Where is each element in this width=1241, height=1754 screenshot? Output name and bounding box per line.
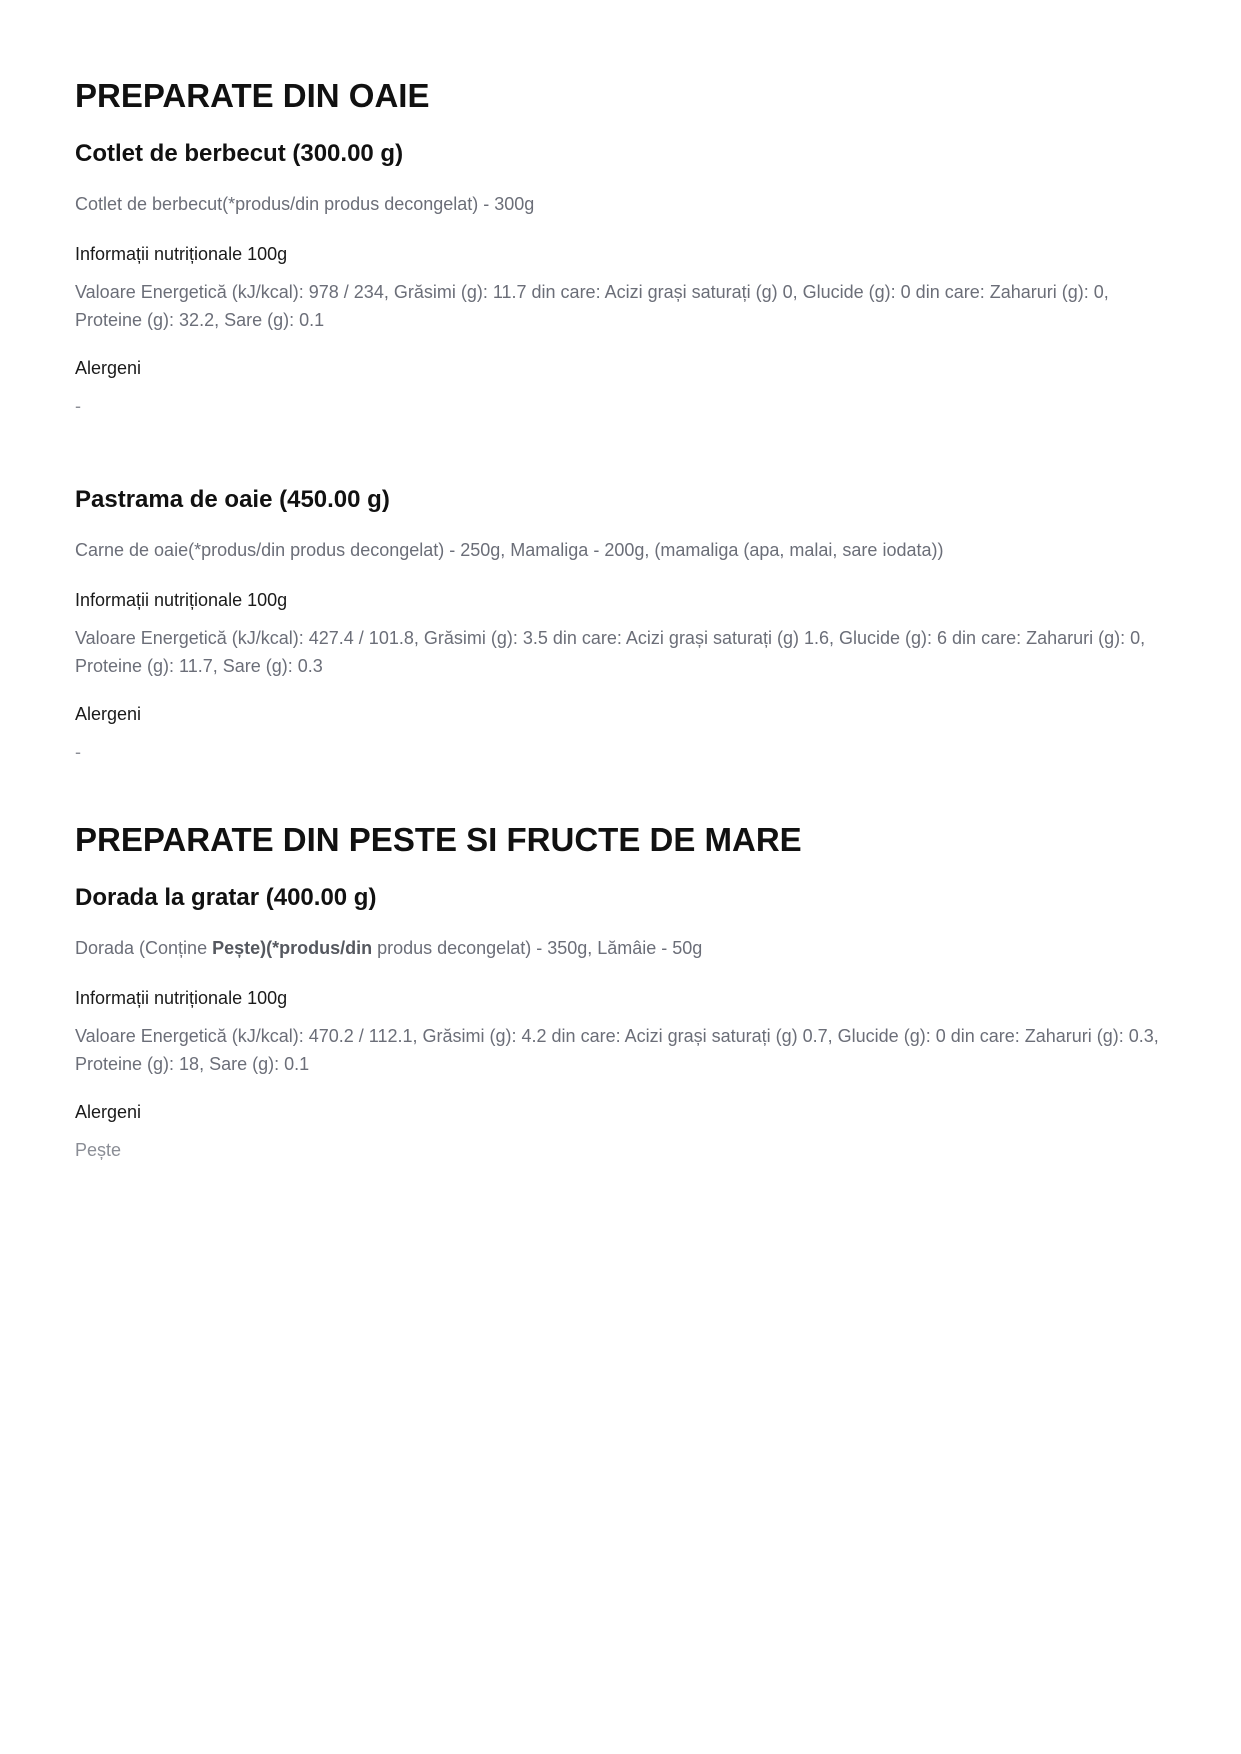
- ingredients-text-before: Dorada (Conține: [75, 938, 213, 958]
- dish-ingredients: Carne de oaie(*produs/din produs decongelat) - 250g, Mamaliga - 200g, (mamaliga (apa, malai, sare iodata)): [75, 540, 944, 560]
- nutrition-values: Valoare Energetică (kJ/kcal): 978 / 234, Grăsimi (g): 11.7 din care: Acizi grași saturați (g) 0, Glucide (g): 0 din care: Zaharuri (g): 0, Proteine (g): 32.2, Sare (g): 0.1: [75, 282, 1109, 330]
- nutrition-label: Informații nutriționale 100g: [75, 590, 288, 610]
- allergens-value: -: [75, 742, 81, 762]
- dish-pastrama-de-oaie: [75, 484, 1166, 766]
- dish-title: Cotlet de berbecut (300.00 g): [75, 140, 404, 167]
- nutrition-values: Valoare Energetică (kJ/kcal): 427.4 / 101.8, Grăsimi (g): 3.5 din care: Acizi grași saturați (g) 1.6, Glucide (g): 6 din care: Zaharuri (g): 0, Proteine (g): 11.7, Sare (g): 0.3: [75, 628, 1146, 676]
- section-title-peste: PREPARATE DIN PESTE SI FRUCTE DE MARE: [75, 821, 802, 858]
- section-title-oaie: PREPARATE DIN OAIE: [75, 77, 430, 114]
- allergens-value: Pește: [75, 1140, 122, 1160]
- dish-title: Pastrama de oaie (450.00 g): [75, 486, 390, 513]
- dish-ingredients: [75, 934, 1166, 962]
- dish-cotlet-de-berbecut: [75, 138, 1166, 420]
- allergens-label: Alergeni: [75, 358, 142, 378]
- allergens-label: Alergeni: [75, 1102, 142, 1122]
- nutrition-values: Valoare Energetică (kJ/kcal): 470.2 / 112.1, Grăsimi (g): 4.2 din care: Acizi grași saturați (g) 0.7, Glucide (g): 0 din care: Zaharuri (g): 0.3, Proteine (g): 18, Sare (g): 0.1: [75, 1026, 1159, 1074]
- allergens-value: -: [75, 396, 81, 416]
- allergens-label: Alergeni: [75, 704, 142, 724]
- ingredients-allergen-bold: Pește)(*produs/din: [212, 938, 373, 958]
- ingredients-text-after: produs decongelat) - 350g, Lămâie - 50g: [372, 938, 703, 958]
- dish-title: Dorada la gratar (400.00 g): [75, 884, 377, 911]
- dish-dorada-la-gratar: [75, 882, 1166, 1164]
- dish-ingredients: Cotlet de berbecut(*produs/din produs decongelat) - 300g: [75, 194, 535, 214]
- nutrition-label: Informații nutriționale 100g: [75, 988, 288, 1008]
- nutrition-label: Informații nutriționale 100g: [75, 244, 288, 264]
